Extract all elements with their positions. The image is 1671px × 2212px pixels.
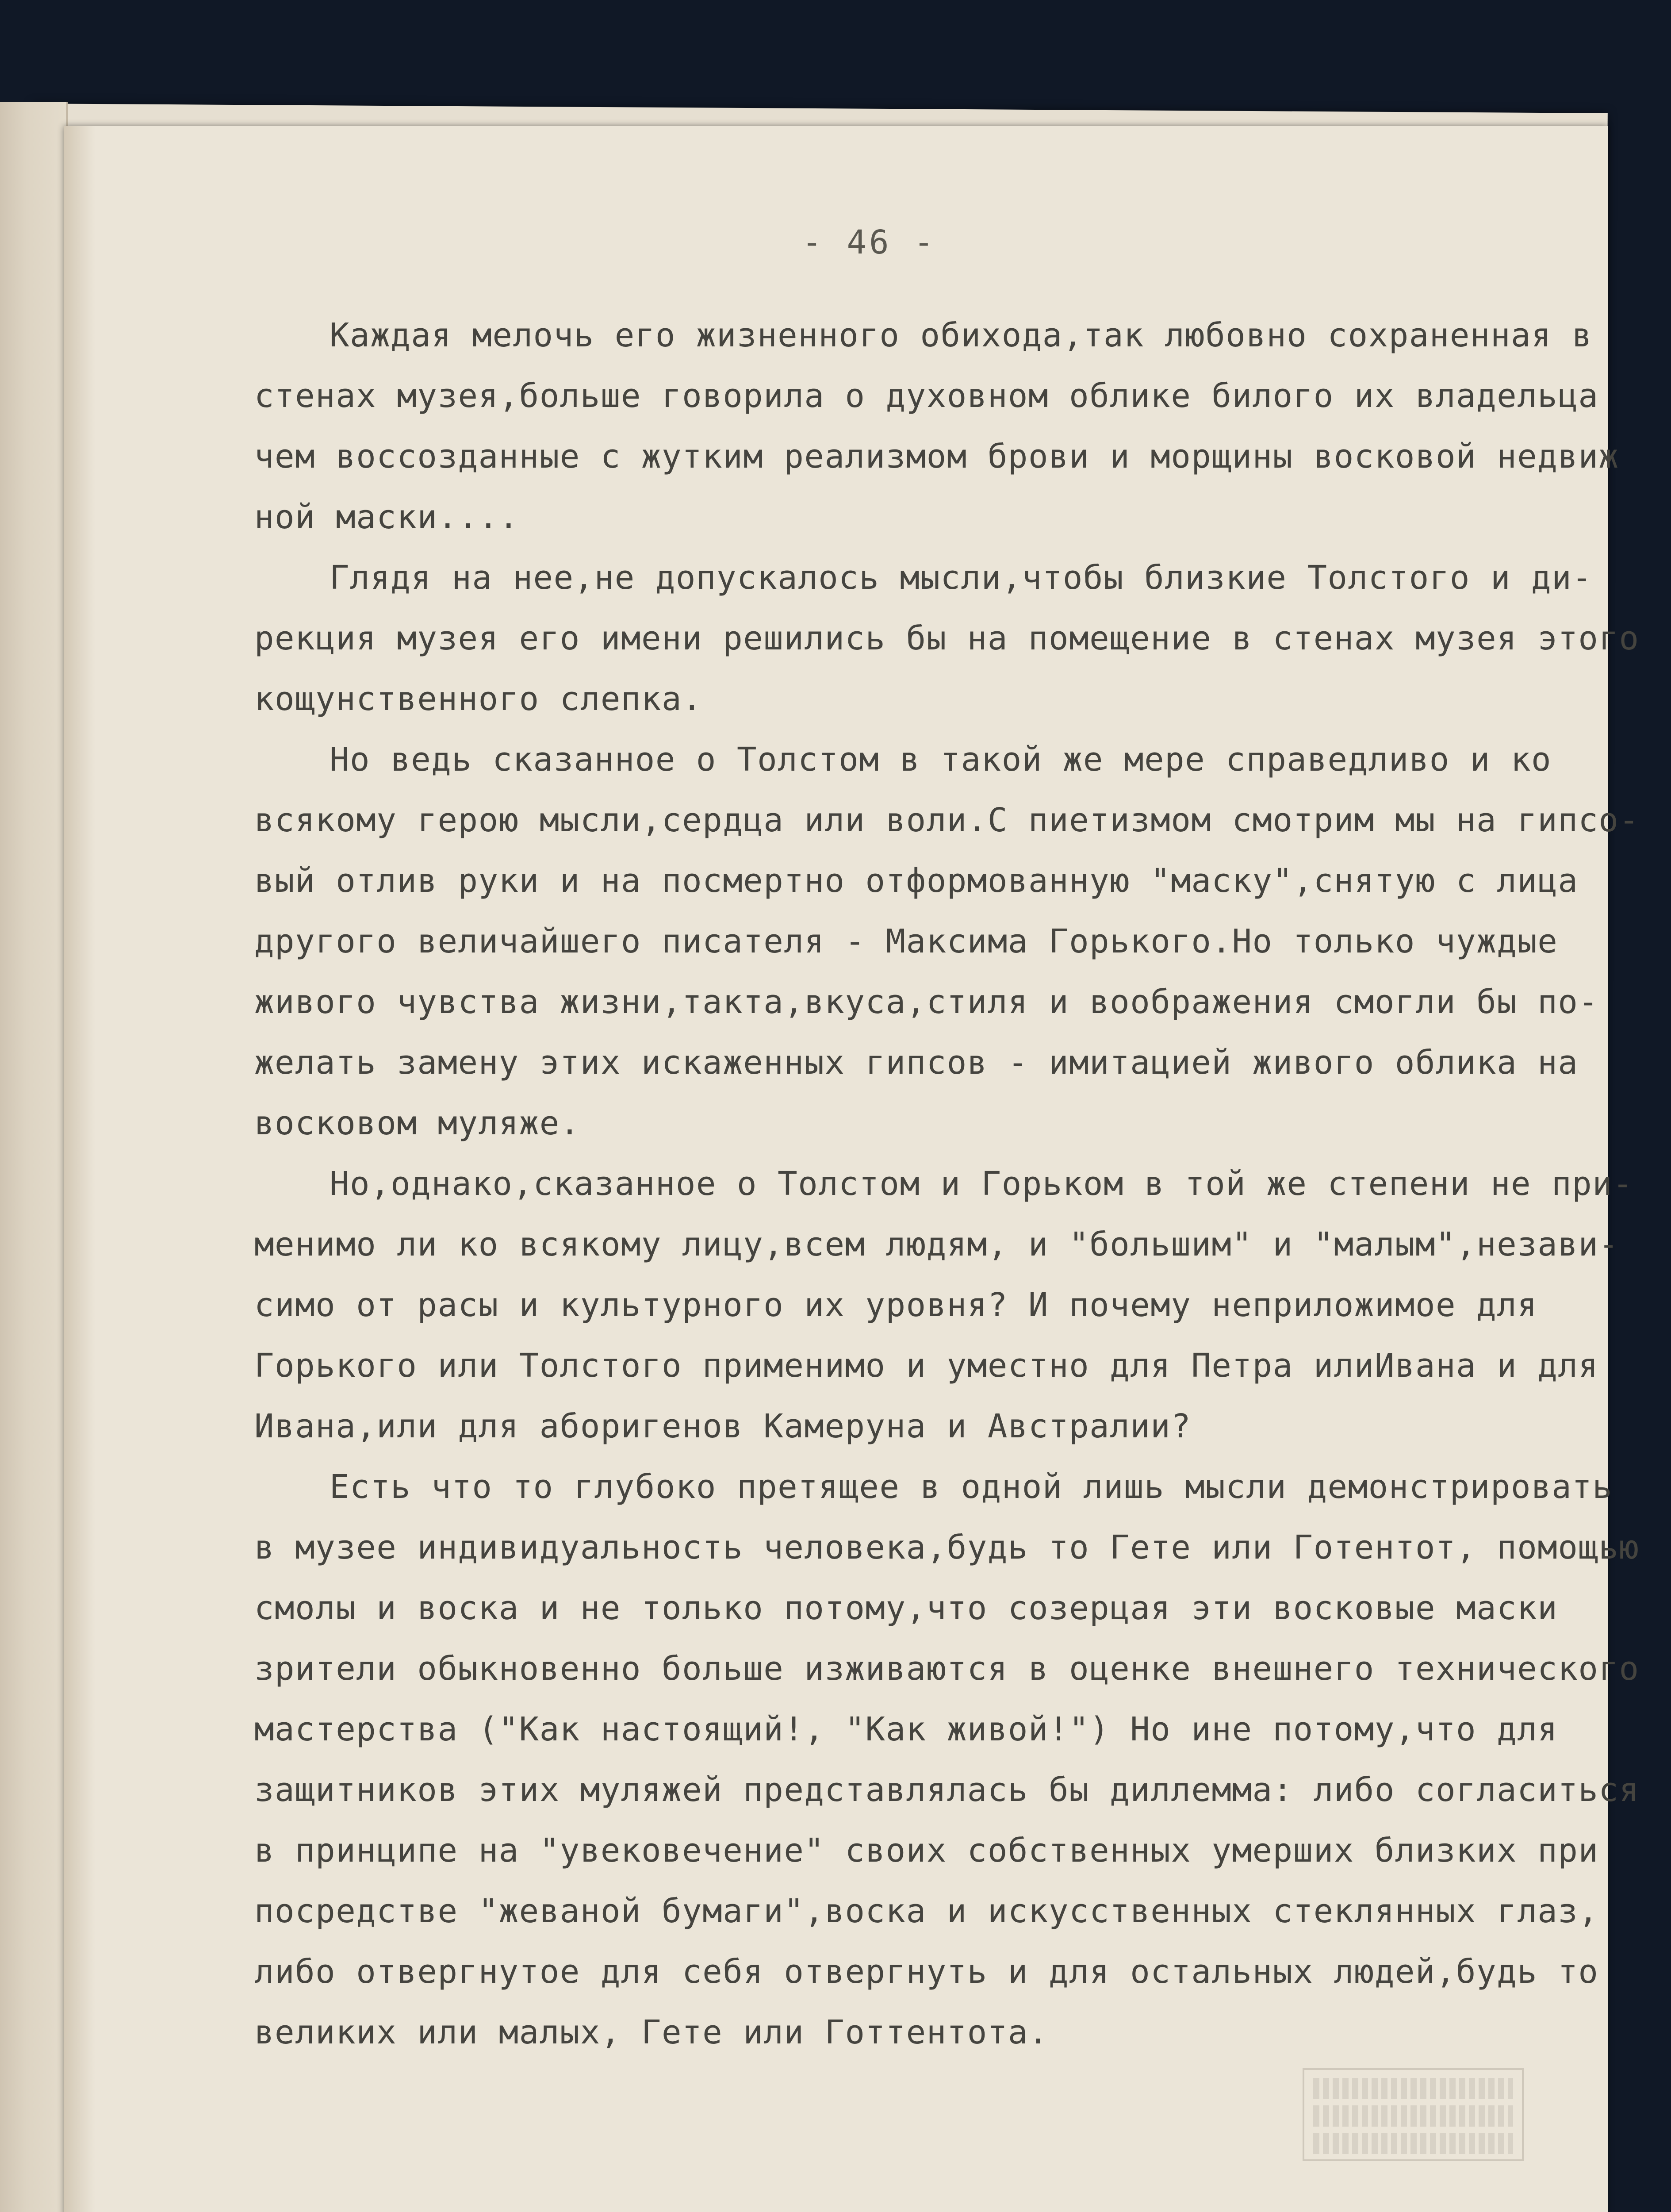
text-line: стенах музея,больше говорила о духовном облике билого их владельца (254, 377, 1599, 415)
text-line: Но ведь сказанное о Толстом в такой же мере справедливо и ко (330, 741, 1552, 779)
text-line: рекция музея его имени решились бы на помещение в стенах музея этого (254, 619, 1640, 657)
text-line: Ивана,или для аборигенов Камеруна и Австралии? (254, 1407, 1192, 1445)
text-line: симо от расы и культурного их уровня? И почему неприложимое для (254, 1286, 1538, 1324)
text-line: чем воссозданные с жутким реализмом брови и морщины восковой недвиж (254, 438, 1619, 476)
text-line: вый отлив руки и на посмертно отформованную "маску",снятую с лица (254, 862, 1579, 900)
text-line: живого чувства жизни,такта,вкуса,стиля и воображения смогли бы по- (254, 983, 1599, 1021)
text-line: Горького или Толстого применимо и уместно для Петра илиИвана и для (254, 1347, 1599, 1385)
text-line: смолы и воска и не только потому,что созерцая эти восковые маски (254, 1589, 1558, 1627)
text-line: Глядя на нее,не допускалось мысли,чтобы близкие Толстого и ди- (330, 559, 1593, 597)
page-binding-shadow (64, 126, 95, 2212)
text-line: всякому герою мысли,сердца или воли.С пиетизмом смотрим мы на гипсо- (254, 801, 1640, 839)
text-line: Но,однако,сказанное о Толстом и Горьком в той же степени не при- (330, 1165, 1633, 1203)
text-line: мастерства ("Как настоящий!, "Как живой!") Но ине потому,что для (254, 1710, 1558, 1748)
text-line: восковом муляже. (254, 1104, 580, 1142)
text-line: в музее индивидуальность человека,будь то Гете или Готентот, помощью (254, 1528, 1640, 1567)
text-line: Каждая мелочь его жизненного обихода,так любовно сохраненная в (330, 316, 1593, 354)
archive-stamp (1303, 2068, 1524, 2161)
page-number: - 46 - (802, 223, 936, 261)
text-line: кощунственного слепка. (254, 680, 703, 718)
text-line: Есть что то глубоко претящее в одной лишь мысли демонстрировать (330, 1468, 1613, 1506)
typewritten-page (64, 126, 1640, 2212)
text-line: посредстве "жеваной бумаги",воска и искусственных стеклянных глаз, (254, 1892, 1599, 1930)
text-line: зрители обыкновенно больше изживаются в оценке внешнего технического (254, 1650, 1640, 1688)
text-line: другого величайшего писателя - Максима Горького.Но только чуждые (254, 922, 1558, 960)
page-text (254, 305, 1648, 2063)
text-line: желать замену этих искаженных гипсов - имитацией живого облика на (254, 1044, 1579, 1082)
left-page-edge (0, 102, 68, 2212)
text-line: защитников этих муляжей представлялась бы диллемма: либо согласиться (254, 1771, 1640, 1809)
text-line: либо отвергнутое для себя отвергнуть и для остальных людей,будь то (254, 1953, 1599, 1991)
text-line: ной маски.... (254, 498, 519, 536)
text-line: в принципе на "увековечение" своих собственных умерших близких при (254, 1832, 1599, 1870)
text-line: великих или малых, Гете или Готтентота. (254, 2013, 1049, 2051)
text-line: менимо ли ко всякому лицу,всем людям, и "большим" и "малым",незави- (254, 1225, 1619, 1263)
